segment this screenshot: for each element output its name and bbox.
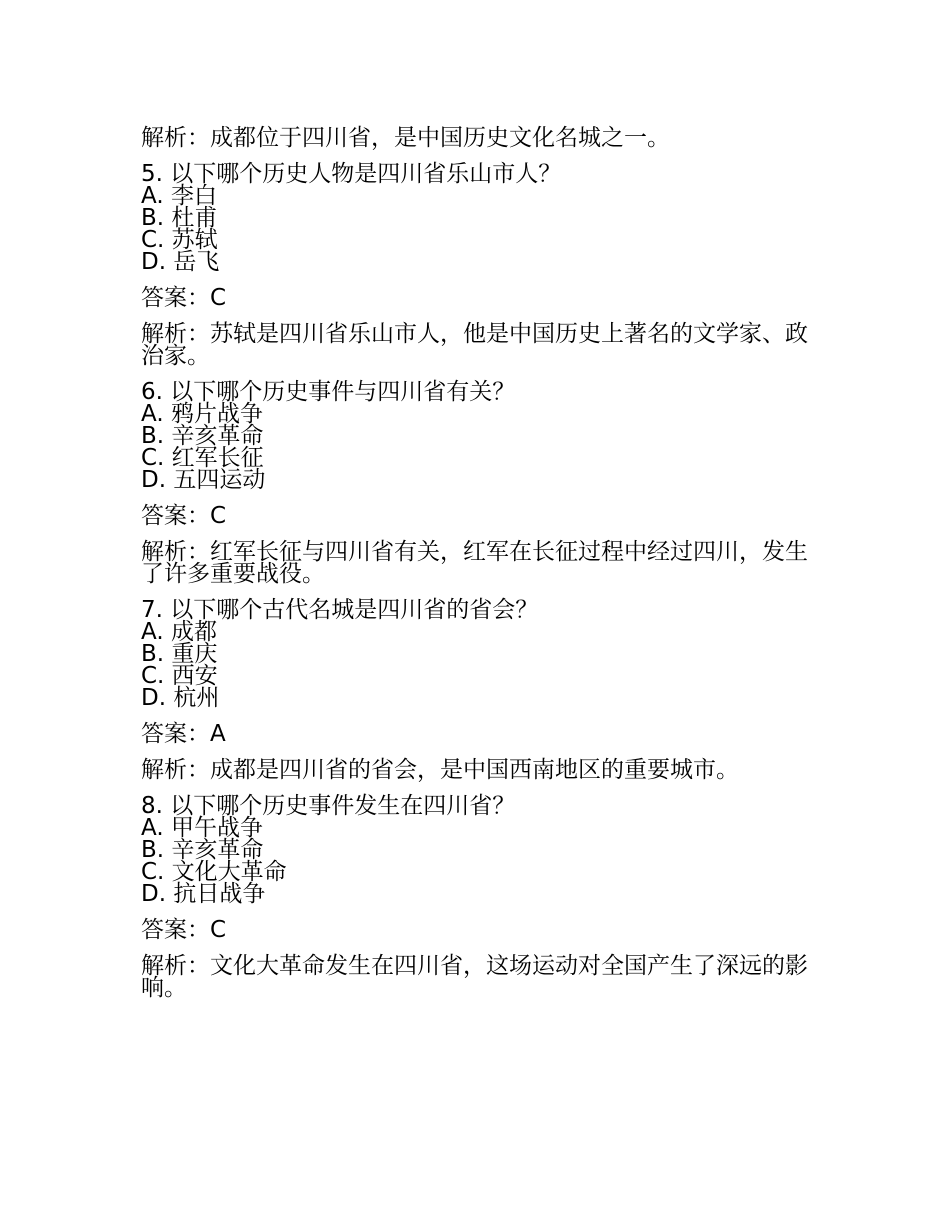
option-c: C. 红军长征: [141, 445, 264, 471]
question-block-8: [141, 795, 821, 905]
analysis-text: 解析：文化大革命发生在四川省，这场运动对全国产生了深远的影响。: [141, 953, 808, 1001]
answer-text: 答案：A: [141, 721, 226, 747]
analysis-text: 解析：成都位于四川省，是中国历史文化名城之一。: [141, 125, 670, 151]
option-d: D. 杭州: [141, 685, 220, 711]
option-d: D. 抗日战争: [141, 881, 266, 907]
option-b: B. 辛亥革命: [141, 837, 264, 863]
question-text: 7. 以下哪个古代名城是四川省的省会？: [141, 597, 539, 623]
document-page: [141, 127, 821, 1013]
question-block-6: [141, 381, 821, 491]
answer-text: 答案：C: [141, 285, 227, 311]
question-text: 6. 以下哪个历史事件与四川省有关？: [141, 379, 516, 405]
analysis-text: 解析：苏轼是四川省乐山市人，他是中国历史上著名的文学家、政治家。: [141, 321, 808, 369]
option-a: A. 成都: [141, 619, 217, 645]
answer-text: 答案：C: [141, 917, 227, 943]
question-text: 8. 以下哪个历史事件发生在四川省？: [141, 793, 516, 819]
option-b: B. 重庆: [141, 641, 218, 667]
option-a: A. 鸦片战争: [141, 401, 263, 427]
option-c: C. 文化大革命: [141, 859, 287, 885]
question-text: 5. 以下哪个历史人物是四川省乐山市人？: [141, 161, 562, 187]
question-block-7: [141, 599, 821, 709]
option-b: B. 杜甫: [141, 205, 218, 231]
option-d: D. 岳飞: [141, 249, 220, 275]
analysis-text: 解析：红军长征与四川省有关，红军在长征过程中经过四川，发生了许多重要战役。: [141, 539, 808, 587]
option-c: C. 苏轼: [141, 227, 218, 253]
option-c: C. 西安: [141, 663, 218, 689]
option-a: A. 李白: [141, 183, 217, 209]
option-b: B. 辛亥革命: [141, 423, 264, 449]
answer-text: 答案：C: [141, 503, 227, 529]
option-d: D. 五四运动: [141, 467, 266, 493]
question-block-5: [141, 163, 821, 273]
option-a: A. 甲午战争: [141, 815, 263, 841]
analysis-text: 解析：成都是四川省的省会，是中国西南地区的重要城市。: [141, 757, 739, 783]
